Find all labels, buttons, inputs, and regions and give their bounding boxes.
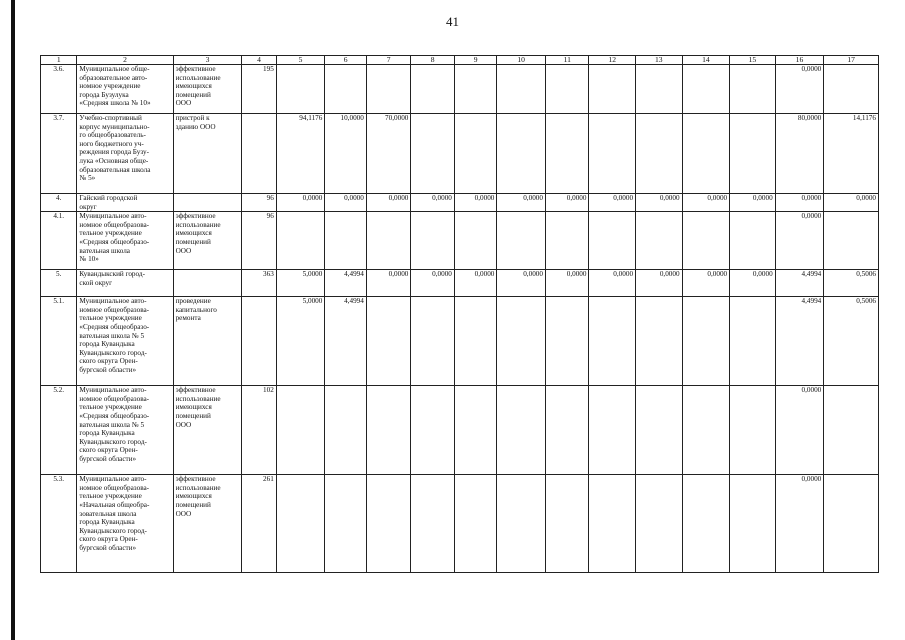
institution-name-cell: Муниципальное обще- образовательное авто- номное учреждение города Бузулука «Средняя школа № 10» bbox=[77, 65, 173, 114]
value-cell: 0,0000 bbox=[636, 194, 683, 212]
data-table bbox=[40, 55, 879, 573]
value-cell bbox=[497, 212, 546, 270]
value-cell bbox=[682, 297, 730, 386]
value-cell: 5,0000 bbox=[276, 270, 325, 297]
value-cell bbox=[589, 475, 636, 573]
value-cell: 94,1176 bbox=[276, 114, 325, 194]
value-cell bbox=[497, 114, 546, 194]
column-header: 10 bbox=[497, 56, 546, 65]
row-number-cell: 4. bbox=[41, 194, 77, 212]
value-cell bbox=[366, 65, 411, 114]
purpose-cell: эффективное использование имеющихся помещений ООО bbox=[173, 475, 242, 573]
purpose-cell: эффективное использование имеющихся помещений ООО bbox=[173, 65, 242, 114]
value-cell: 0,0000 bbox=[589, 270, 636, 297]
value-cell bbox=[545, 114, 589, 194]
table-row bbox=[41, 212, 879, 270]
value-cell bbox=[497, 65, 546, 114]
value-cell: 0,0000 bbox=[682, 270, 730, 297]
row-number-cell: 3.6. bbox=[41, 65, 77, 114]
value-cell: 0,0000 bbox=[730, 270, 776, 297]
value-cell bbox=[276, 212, 325, 270]
institution-name-cell: Муниципальное авто- номное общеобразова- тельное учреждение «Средняя общеобразо- вательная школа № 10» bbox=[77, 212, 173, 270]
table-row bbox=[41, 386, 879, 475]
value-cell: 0,0000 bbox=[276, 194, 325, 212]
value-cell: 0,0000 bbox=[454, 270, 497, 297]
value-cell: 0,0000 bbox=[775, 386, 824, 475]
value-cell: 96 bbox=[242, 194, 276, 212]
value-cell bbox=[454, 114, 497, 194]
value-cell bbox=[545, 475, 589, 573]
table-body bbox=[41, 56, 879, 573]
purpose-cell bbox=[173, 194, 242, 212]
value-cell bbox=[366, 386, 411, 475]
value-cell: 0,0000 bbox=[545, 194, 589, 212]
value-cell bbox=[545, 212, 589, 270]
institution-name-cell: Муниципальное авто- номное общеобразова- тельное учреждение «Средняя общеобразо- вательная школа № 5 города Кувандыка Кувандыкского город- ского округа Орен- бургской области» bbox=[77, 297, 173, 386]
value-cell bbox=[454, 386, 497, 475]
table-row bbox=[41, 114, 879, 194]
value-cell: 363 bbox=[242, 270, 276, 297]
value-cell: 10,0000 bbox=[325, 114, 366, 194]
value-cell bbox=[636, 65, 683, 114]
value-cell: 0,0000 bbox=[411, 194, 455, 212]
value-cell: 0,0000 bbox=[589, 194, 636, 212]
value-cell bbox=[682, 65, 730, 114]
value-cell bbox=[730, 114, 776, 194]
page-number: 41 bbox=[446, 14, 459, 29]
purpose-cell: эффективное использование имеющихся помещений ООО bbox=[173, 212, 242, 270]
value-cell: 0,0000 bbox=[411, 270, 455, 297]
value-cell: 14,1176 bbox=[824, 114, 879, 194]
value-cell bbox=[325, 212, 366, 270]
value-cell bbox=[497, 386, 546, 475]
binding-edge bbox=[11, 0, 15, 640]
institution-name-cell: Учебно-спортивный корпус муниципально- го общеобразователь- ного бюджетного уч- реждения города Бузу- лука «Основная обще- образовательная школа № 5» bbox=[77, 114, 173, 194]
value-cell bbox=[366, 297, 411, 386]
value-cell bbox=[545, 65, 589, 114]
value-cell: 261 bbox=[242, 475, 276, 573]
value-cell bbox=[325, 65, 366, 114]
value-cell bbox=[589, 114, 636, 194]
value-cell bbox=[682, 386, 730, 475]
header-row bbox=[41, 56, 879, 65]
column-header: 8 bbox=[411, 56, 455, 65]
row-number-cell: 5. bbox=[41, 270, 77, 297]
value-cell bbox=[636, 212, 683, 270]
value-cell bbox=[682, 212, 730, 270]
institution-name-cell: Кувандыкский город- ской округ bbox=[77, 270, 173, 297]
value-cell bbox=[454, 475, 497, 573]
value-cell: 0,0000 bbox=[497, 270, 546, 297]
column-header: 2 bbox=[77, 56, 173, 65]
value-cell bbox=[636, 475, 683, 573]
value-cell: 0,0000 bbox=[730, 194, 776, 212]
value-cell bbox=[589, 297, 636, 386]
value-cell bbox=[411, 65, 455, 114]
value-cell bbox=[636, 114, 683, 194]
value-cell bbox=[411, 114, 455, 194]
column-header: 6 bbox=[325, 56, 366, 65]
column-header: 17 bbox=[824, 56, 879, 65]
column-header: 5 bbox=[276, 56, 325, 65]
value-cell bbox=[636, 386, 683, 475]
value-cell bbox=[730, 65, 776, 114]
row-number-cell: 4.1. bbox=[41, 212, 77, 270]
value-cell: 0,0000 bbox=[366, 194, 411, 212]
row-number-cell: 5.3. bbox=[41, 475, 77, 573]
value-cell: 0,0000 bbox=[325, 194, 366, 212]
purpose-cell: эффективное использование имеющихся помещений ООО bbox=[173, 386, 242, 475]
value-cell: 4,4994 bbox=[775, 297, 824, 386]
value-cell: 0,0000 bbox=[682, 194, 730, 212]
value-cell bbox=[824, 65, 879, 114]
value-cell bbox=[411, 386, 455, 475]
value-cell bbox=[276, 386, 325, 475]
institution-name-cell: Муниципальное авто- номное общеобразова- тельное учреждение «Начальная общеобра- зовательная школа города Кувандыка Кувандыкского город- ского округа Орен- бургской области» bbox=[77, 475, 173, 573]
column-header: 12 bbox=[589, 56, 636, 65]
value-cell bbox=[242, 297, 276, 386]
value-cell bbox=[454, 65, 497, 114]
column-header: 4 bbox=[242, 56, 276, 65]
value-cell: 4,4994 bbox=[775, 270, 824, 297]
column-header: 16 bbox=[775, 56, 824, 65]
value-cell bbox=[730, 212, 776, 270]
value-cell bbox=[454, 212, 497, 270]
value-cell: 70,0000 bbox=[366, 114, 411, 194]
value-cell bbox=[325, 475, 366, 573]
value-cell: 195 bbox=[242, 65, 276, 114]
value-cell bbox=[589, 212, 636, 270]
value-cell bbox=[824, 386, 879, 475]
column-header: 9 bbox=[454, 56, 497, 65]
value-cell bbox=[411, 212, 455, 270]
value-cell: 0,0000 bbox=[497, 194, 546, 212]
table-row bbox=[41, 475, 879, 573]
column-header: 15 bbox=[730, 56, 776, 65]
value-cell bbox=[497, 475, 546, 573]
value-cell bbox=[636, 297, 683, 386]
value-cell bbox=[682, 475, 730, 573]
institution-name-cell: Муниципальное авто- номное общеобразова- тельное учреждение «Средняя общеобразо- вательная школа № 5 города Кувандыка Кувандыкского город- ского округа Орен- бургской области» bbox=[77, 386, 173, 475]
value-cell: 0,0000 bbox=[824, 194, 879, 212]
value-cell: 0,0000 bbox=[775, 194, 824, 212]
purpose-cell bbox=[173, 270, 242, 297]
value-cell bbox=[545, 297, 589, 386]
value-cell: 0,0000 bbox=[454, 194, 497, 212]
table-row bbox=[41, 297, 879, 386]
column-header: 13 bbox=[636, 56, 683, 65]
value-cell bbox=[824, 475, 879, 573]
column-header: 7 bbox=[366, 56, 411, 65]
value-cell bbox=[276, 65, 325, 114]
value-cell bbox=[545, 386, 589, 475]
value-cell: 5,0000 bbox=[276, 297, 325, 386]
value-cell: 0,0000 bbox=[775, 65, 824, 114]
value-cell: 4,4994 bbox=[325, 270, 366, 297]
value-cell: 0,0000 bbox=[775, 212, 824, 270]
value-cell bbox=[242, 114, 276, 194]
column-header: 14 bbox=[682, 56, 730, 65]
value-cell: 4,4994 bbox=[325, 297, 366, 386]
column-header: 3 bbox=[173, 56, 242, 65]
purpose-cell: пристрой к зданию ООО bbox=[173, 114, 242, 194]
value-cell bbox=[325, 386, 366, 475]
table-row bbox=[41, 65, 879, 114]
row-number-cell: 5.1. bbox=[41, 297, 77, 386]
value-cell bbox=[366, 212, 411, 270]
value-cell bbox=[366, 475, 411, 573]
value-cell bbox=[411, 297, 455, 386]
value-cell bbox=[730, 297, 776, 386]
value-cell bbox=[276, 475, 325, 573]
purpose-cell: проведение капитального ремонта bbox=[173, 297, 242, 386]
institution-name-cell: Гайский городской округ bbox=[77, 194, 173, 212]
value-cell: 0,0000 bbox=[366, 270, 411, 297]
value-cell: 80,0000 bbox=[775, 114, 824, 194]
value-cell bbox=[682, 114, 730, 194]
value-cell: 102 bbox=[242, 386, 276, 475]
value-cell: 0,0000 bbox=[636, 270, 683, 297]
row-number-cell: 5.2. bbox=[41, 386, 77, 475]
value-cell bbox=[411, 475, 455, 573]
column-header: 1 bbox=[41, 56, 77, 65]
value-cell: 0,5006 bbox=[824, 270, 879, 297]
value-cell bbox=[497, 297, 546, 386]
value-cell: 0,0000 bbox=[775, 475, 824, 573]
value-cell bbox=[589, 65, 636, 114]
value-cell bbox=[730, 386, 776, 475]
value-cell: 96 bbox=[242, 212, 276, 270]
value-cell bbox=[589, 386, 636, 475]
value-cell bbox=[730, 475, 776, 573]
value-cell: 0,5006 bbox=[824, 297, 879, 386]
table-row bbox=[41, 270, 879, 297]
value-cell bbox=[454, 297, 497, 386]
row-number-cell: 3.7. bbox=[41, 114, 77, 194]
value-cell bbox=[824, 212, 879, 270]
table-row bbox=[41, 194, 879, 212]
value-cell: 0,0000 bbox=[545, 270, 589, 297]
column-header: 11 bbox=[545, 56, 589, 65]
